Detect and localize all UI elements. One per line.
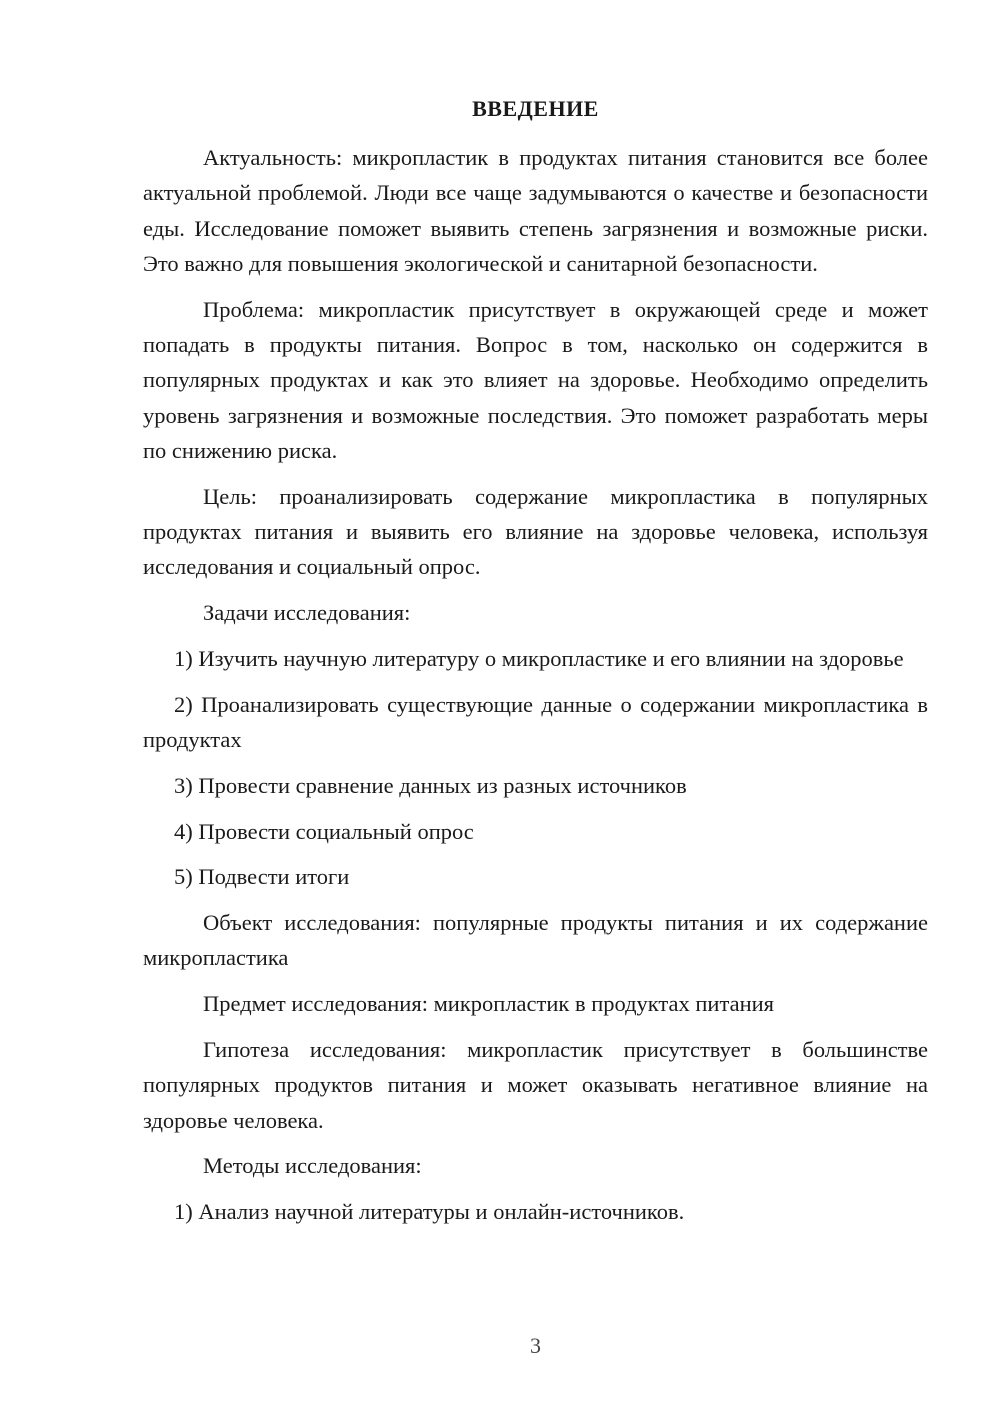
method-item-1: 1) Анализ научной литературы и онлайн-источников.: [174, 1199, 685, 1225]
tasks-heading: Задачи исследования:: [203, 600, 411, 626]
task-item-3: 3) Провести сравнение данных из разных источников: [174, 772, 687, 798]
paragraph-relevance: Актуальность: микропластик в продуктах питания становится все более актуальной проблемой. Люди все чаще задумываются о качестве и безопасности еды. Исследование поможет выявить степень загрязнения и возможные риски. Это важно для повышения экологической и санитарной безопасности.: [143, 145, 928, 276]
body-text: [143, 140, 928, 1240]
paragraph-hypothesis: Гипотеза исследования: микропластик присутствует в большинстве популярных продуктов питания и может оказывать негативное влияние на здоровье человека.: [143, 1037, 928, 1133]
paragraph-subject: Предмет исследования: микропластик в продуктах питания: [203, 991, 775, 1017]
paragraph-problem: Проблема: микропластик присутствует в окружающей среде и может попадать в продукты питания. Вопрос в том, насколько он содержится в популярных продуктах и как это влияет на здоровье. Необходимо определить уровень загрязнения и возможные последствия. Это поможет разработать меры по снижению риска.: [143, 296, 928, 463]
task-item-2: 2) Проанализировать существующие данные о содержании микропластика в продуктах: [143, 691, 928, 752]
page-number: 3: [530, 1333, 541, 1358]
page-title: ВВЕДЕНИЕ: [472, 96, 599, 121]
task-item-1: 1) Изучить научную литературу о микропластике и его влиянии на здоровье: [174, 645, 904, 671]
document-page: [143, 0, 928, 1414]
paragraph-goal: Цель: проанализировать содержание микропластика в популярных продуктах питания и выявить его влияние на здоровье человека, используя исследования и социальный опрос.: [143, 483, 928, 580]
task-item-5: 5) Подвести итоги: [174, 864, 350, 890]
methods-heading: Методы исследования:: [203, 1153, 422, 1179]
paragraph-object: Объект исследования: популярные продукты питания и их содержание микропластика: [143, 910, 928, 971]
task-item-4: 4) Провести социальный опрос: [174, 818, 474, 844]
